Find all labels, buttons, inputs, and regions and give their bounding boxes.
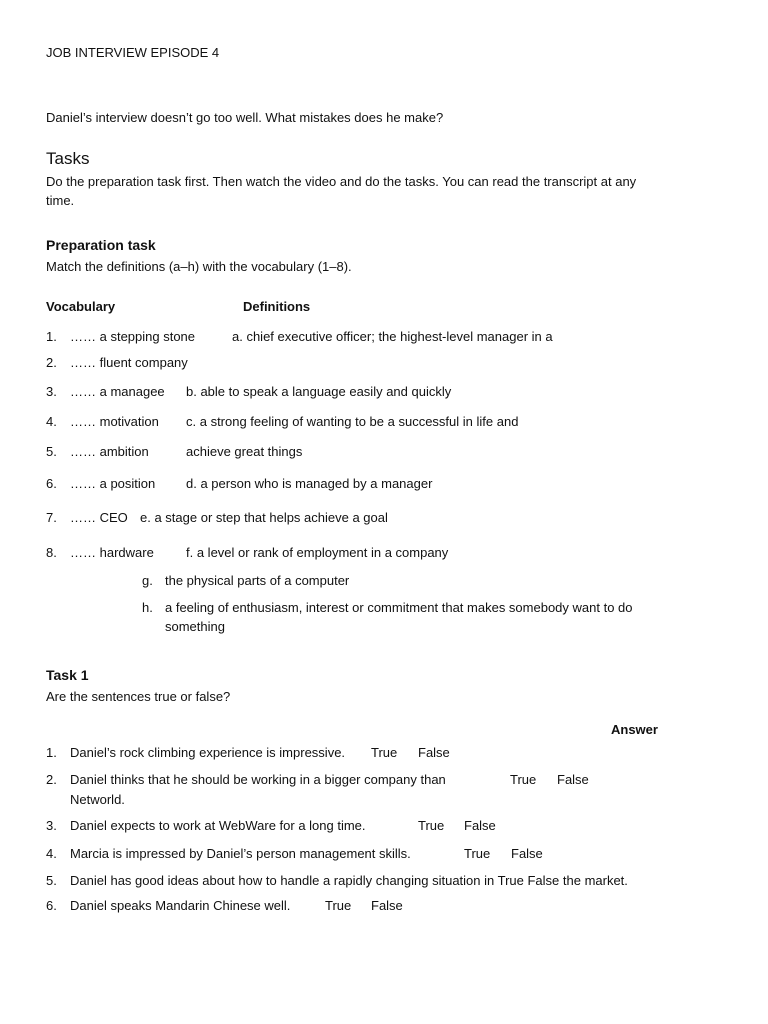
tasks-instruction-continued: time. — [46, 193, 75, 208]
vocab-number: 4. — [46, 414, 57, 429]
vocabulary-column-header: Vocabulary — [46, 299, 116, 314]
false-option[interactable]: False — [557, 772, 589, 787]
preparation-instruction: Match the definitions (a–h) with the vocabulary (1–8). — [46, 259, 352, 274]
definition-letter: h. — [142, 600, 153, 615]
false-option[interactable]: False — [371, 898, 403, 913]
answer-column-header: Answer — [611, 722, 658, 737]
question-text: Daniel thinks that he should be working in a bigger company than — [70, 772, 446, 787]
question-text: Daniel’s rock climbing experience is impressive. — [70, 745, 346, 760]
vocab-item: …… hardware — [70, 545, 154, 560]
definition-item: the physical parts of a computer — [165, 573, 350, 588]
preparation-heading: Preparation task — [46, 237, 156, 253]
false-option[interactable]: False — [418, 745, 450, 760]
definition-item: f. a level or rank of employment in a company — [186, 545, 449, 560]
true-option[interactable]: True — [418, 818, 445, 833]
document-header: JOB INTERVIEW EPISODE 4 — [46, 45, 220, 60]
vocab-item: …… a managee — [70, 384, 165, 399]
vocab-item: …… motivation — [70, 414, 159, 429]
question-number: 3. — [46, 818, 57, 833]
question-number: 4. — [46, 846, 57, 861]
definition-item: a feeling of enthusiasm, interest or commitment that makes somebody want to do — [165, 600, 633, 615]
definition-item: e. a stage or step that helps achieve a goal — [140, 510, 388, 525]
question-number: 6. — [46, 898, 57, 913]
vocab-number: 5. — [46, 444, 57, 459]
true-option[interactable]: True — [325, 898, 352, 913]
definition-letter: g. — [142, 573, 153, 588]
task1-heading: Task 1 — [46, 667, 89, 683]
vocab-item: …… a stepping stone — [70, 329, 196, 344]
intro-text: Daniel’s interview doesn’t go too well. What mistakes does he make? — [46, 110, 444, 125]
tasks-instruction: Do the preparation task first. Then watch the video and do the tasks. You can read the transcript at any — [46, 174, 637, 189]
true-option[interactable]: True — [371, 745, 398, 760]
false-option[interactable]: False — [511, 846, 543, 861]
definition-item: achieve great things — [186, 444, 303, 459]
true-option[interactable]: True — [464, 846, 491, 861]
definition-item: a. chief executive officer; the highest-level manager in a — [232, 329, 553, 344]
false-option[interactable]: False — [464, 818, 496, 833]
question-number: 2. — [46, 772, 57, 787]
vocab-number: 3. — [46, 384, 57, 399]
vocab-number: 8. — [46, 545, 57, 560]
vocab-number: 2. — [46, 355, 57, 370]
vocab-item: …… ambition — [70, 444, 149, 459]
vocab-number: 7. — [46, 510, 57, 525]
definition-item-continued: something — [165, 619, 225, 634]
question-number: 5. — [46, 873, 57, 888]
question-number: 1. — [46, 745, 57, 760]
vocab-item: …… a position — [70, 476, 156, 491]
task1-instruction: Are the sentences true or false? — [46, 689, 231, 704]
question-text: Marcia is impressed by Daniel’s person management skills. — [70, 846, 411, 861]
vocab-item: …… CEO — [70, 510, 128, 525]
vocab-number: 6. — [46, 476, 57, 491]
question-text: Daniel has good ideas about how to handle a rapidly changing situation in True False the market. — [70, 873, 628, 888]
definition-item: b. able to speak a language easily and quickly — [186, 384, 452, 399]
tasks-heading: Tasks — [46, 149, 90, 168]
definition-item: d. a person who is managed by a manager — [186, 476, 433, 491]
vocab-number: 1. — [46, 329, 57, 344]
true-option[interactable]: True — [510, 772, 537, 787]
definitions-column-header: Definitions — [243, 299, 311, 314]
question-text-continued: Networld. — [70, 792, 125, 807]
question-text: Daniel speaks Mandarin Chinese well. — [70, 898, 291, 913]
vocab-item: …… fluent company — [70, 355, 188, 370]
definition-item: c. a strong feeling of wanting to be a successful in life and — [186, 414, 519, 429]
question-text: Daniel expects to work at WebWare for a long time. — [70, 818, 366, 833]
